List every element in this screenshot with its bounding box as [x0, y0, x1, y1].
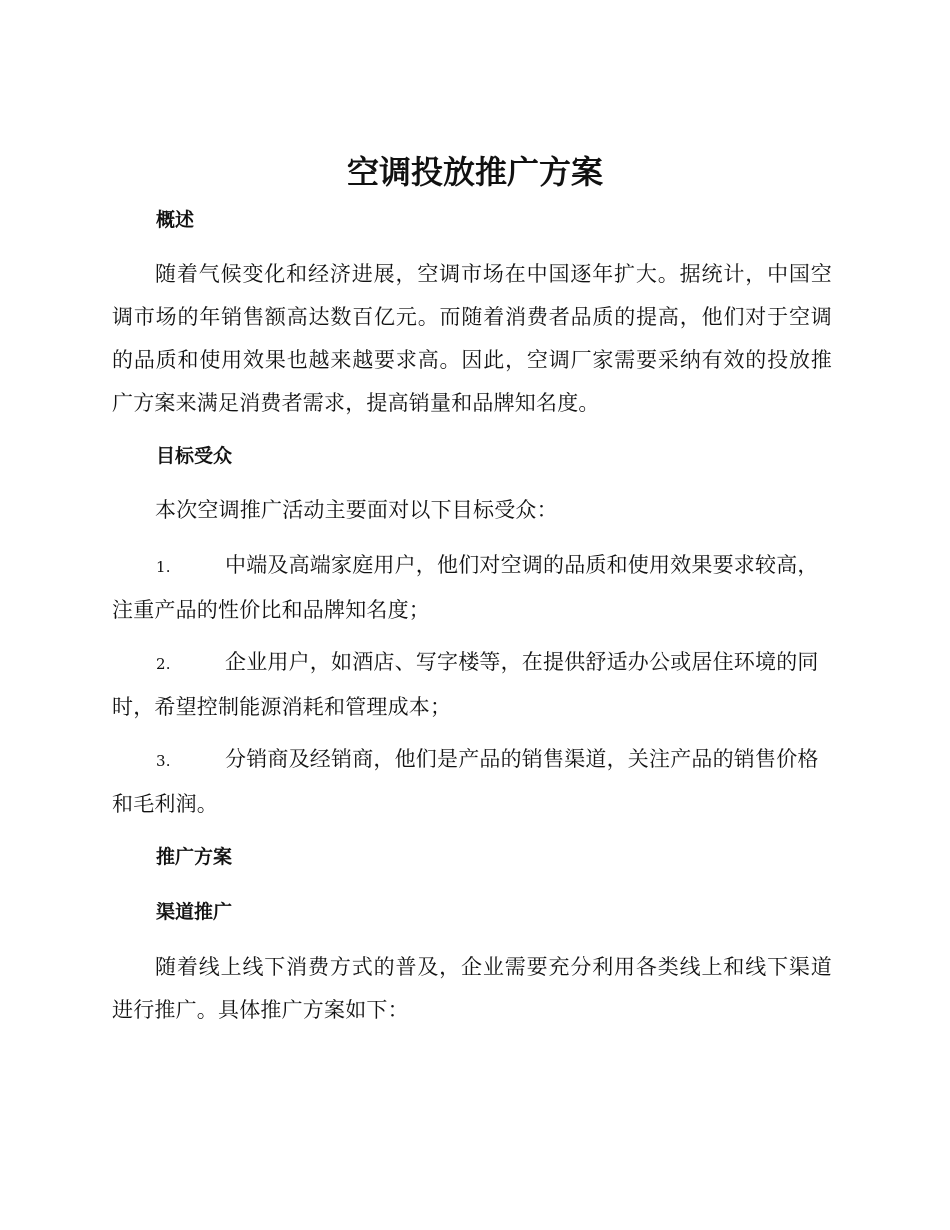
audience-intro: 本次空调推广活动主要面对以下目标受众： [155, 498, 558, 522]
list-item-text: 中端及高端家庭用户，他们对空调的品质和使用效果要求较高，注重产品的性价比和品牌知名度； [112, 553, 819, 622]
section-heading-audience: 目标受众 [156, 445, 233, 467]
list-item [112, 544, 832, 632]
channel-paragraph: 随着线上线下消费方式的普及，企业需要充分利用各类线上和线下渠道进行推广。具体推广方案如下： [112, 955, 832, 1022]
subsection-heading-channel: 渠道推广 [156, 901, 233, 923]
list-item-text: 分销商及经销商，他们是产品的销售渠道，关注产品的销售价格和毛利润。 [112, 747, 819, 816]
list-item-number: 3. [156, 752, 171, 770]
document-title: 空调投放推广方案 [346, 153, 603, 191]
list-item [112, 738, 832, 826]
list-item-number: 2. [156, 655, 171, 673]
list-item [112, 641, 832, 729]
section-heading-plan: 推广方案 [156, 846, 233, 868]
overview-paragraph: 随着气候变化和经济进展，空调市场在中国逐年扩大。据统计，中国空调市场的年销售额高达数百亿元。而随着消费者品质的提高，他们对于空调的品质和使用效果也越来越要求高。因此，空调厂家需要采纳有效的投放推广方案来满足消费者需求，提高销量和品牌知名度。 [112, 262, 832, 415]
list-item-text: 企业用户，如酒店、写字楼等，在提供舒适办公或居住环境的同时，希望控制能源消耗和管理成本； [112, 650, 819, 719]
section-heading-overview: 概述 [156, 209, 195, 231]
list-item-number: 1. [156, 558, 171, 576]
